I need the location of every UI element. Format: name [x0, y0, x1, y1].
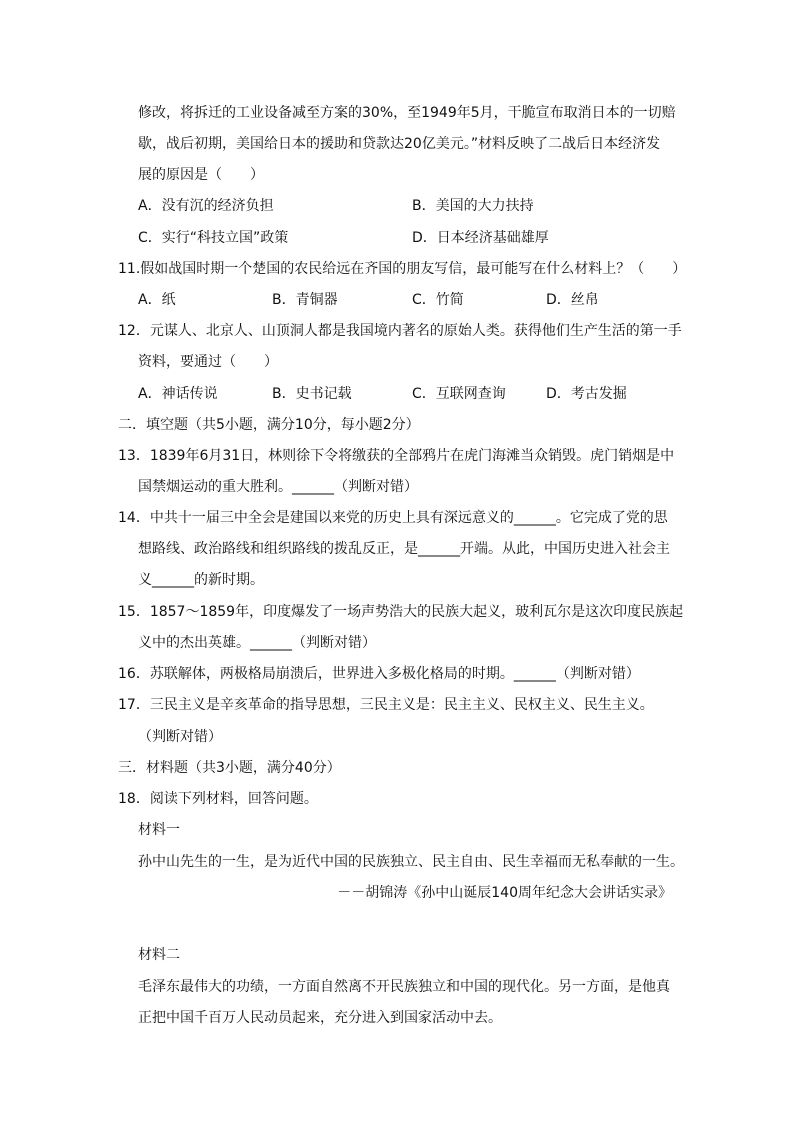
material-1-title: 材料一 — [138, 822, 180, 838]
q12-option-b: B．史书记载 — [272, 386, 352, 402]
q11-option-a: A．纸 — [138, 292, 176, 308]
q11-option-d: D．丝帛 — [546, 292, 599, 308]
material-2-line-1: 毛泽东最伟大的功绩，一方面自然离不开民族独立和中国的现代化。另一方面，是他真 — [138, 979, 670, 995]
q14-line-2: 想路线、政治路线和组织路线的拨乱反正，是______开端。从此，中国历史进入社会主 — [138, 541, 670, 557]
q17-line-1: 17．三民主义是辛亥革命的指导思想，三民主义是：民主主义、民权主义、民生主义。 — [118, 697, 654, 713]
q10-option-a: A．没有沉的经济负担 — [138, 198, 274, 214]
q15-line-2: 义中的杰出英雄。______（判断对错） — [138, 635, 376, 651]
q11-option-b: B．青铜器 — [272, 292, 338, 308]
q14-line-3: 义______的新时期。 — [138, 572, 264, 588]
q15-line-1: 15．1857～1859年，印度爆发了一场声势浩大的民族大起义，玻利瓦尔是这次印度民族起 — [118, 604, 684, 620]
q18-stem: 18．阅读下列材料，回答问题。 — [118, 791, 318, 807]
q10-option-c: C．实行“科技立国”政策 — [138, 230, 289, 246]
section-3-heading: 三．材料题（共3小题，满分40分） — [118, 760, 341, 776]
q10-line-1: 修改，将拆迁的工业设备减至方案的30%，至1949年5月，干脆宣布取消日本的一切赔 — [138, 105, 676, 121]
material-1-source: －－胡锦涛《孙中山诞辰140周年纪念大会讲话实录》 — [337, 885, 672, 901]
q12-option-c: C．互联网查询 — [412, 386, 506, 402]
q12-line-1: 12．元谋人、北京人、山顶洞人都是我国境内著名的原始人类。获得他们生产生活的第一手 — [118, 323, 682, 339]
q10-line-2: 歇，战后初期，美国给日本的援助和贷款达20亿美元。”材料反映了二战后日本经济发 — [138, 136, 661, 152]
q10-option-b: B．美国的大力扶持 — [412, 198, 534, 214]
q17-line-2: （判断对错） — [138, 729, 222, 745]
material-2-title: 材料二 — [138, 947, 180, 963]
q12-option-d: D．考古发掘 — [546, 386, 627, 402]
q10-line-3: 展的原因是（ ） — [138, 167, 264, 183]
section-2-heading: 二．填空题（共5小题，满分10分，每小题2分） — [118, 417, 420, 433]
q12-option-a: A．神话传说 — [138, 386, 218, 402]
q11-stem: 11.假如战国时期一个楚国的农民给远在齐国的朋友写信，最可能写在什么材料上？（ ） — [118, 261, 687, 277]
material-1-text: 孙中山先生的一生，是为近代中国的民族独立、民主自由、民生幸福而无私奉献的一生。 — [138, 854, 684, 870]
q16-line-1: 16．苏联解体，两极格局崩溃后，世界进入多极化格局的时期。______（判断对错） — [118, 666, 640, 682]
material-2-line-2: 正把中国千百万人民动员起来，充分进入到国家活动中去。 — [138, 1010, 502, 1026]
q14-line-1: 14．中共十一届三中全会是建国以来党的历史上具有深远意义的______。它完成了党的思 — [118, 510, 668, 526]
q12-line-2: 资料，要通过（ ） — [138, 354, 278, 370]
q13-line-2: 国禁烟运动的重大胜利。______（判断对错） — [138, 479, 418, 495]
q10-option-d: D．日本经济基础雄厚 — [412, 230, 549, 246]
q13-line-1: 13．1839年6月31日，林则徐下令将缴获的全部鸦片在虎门海滩当众销毁。虎门销烟是中 — [118, 448, 675, 464]
q11-option-c: C．竹简 — [412, 292, 464, 308]
